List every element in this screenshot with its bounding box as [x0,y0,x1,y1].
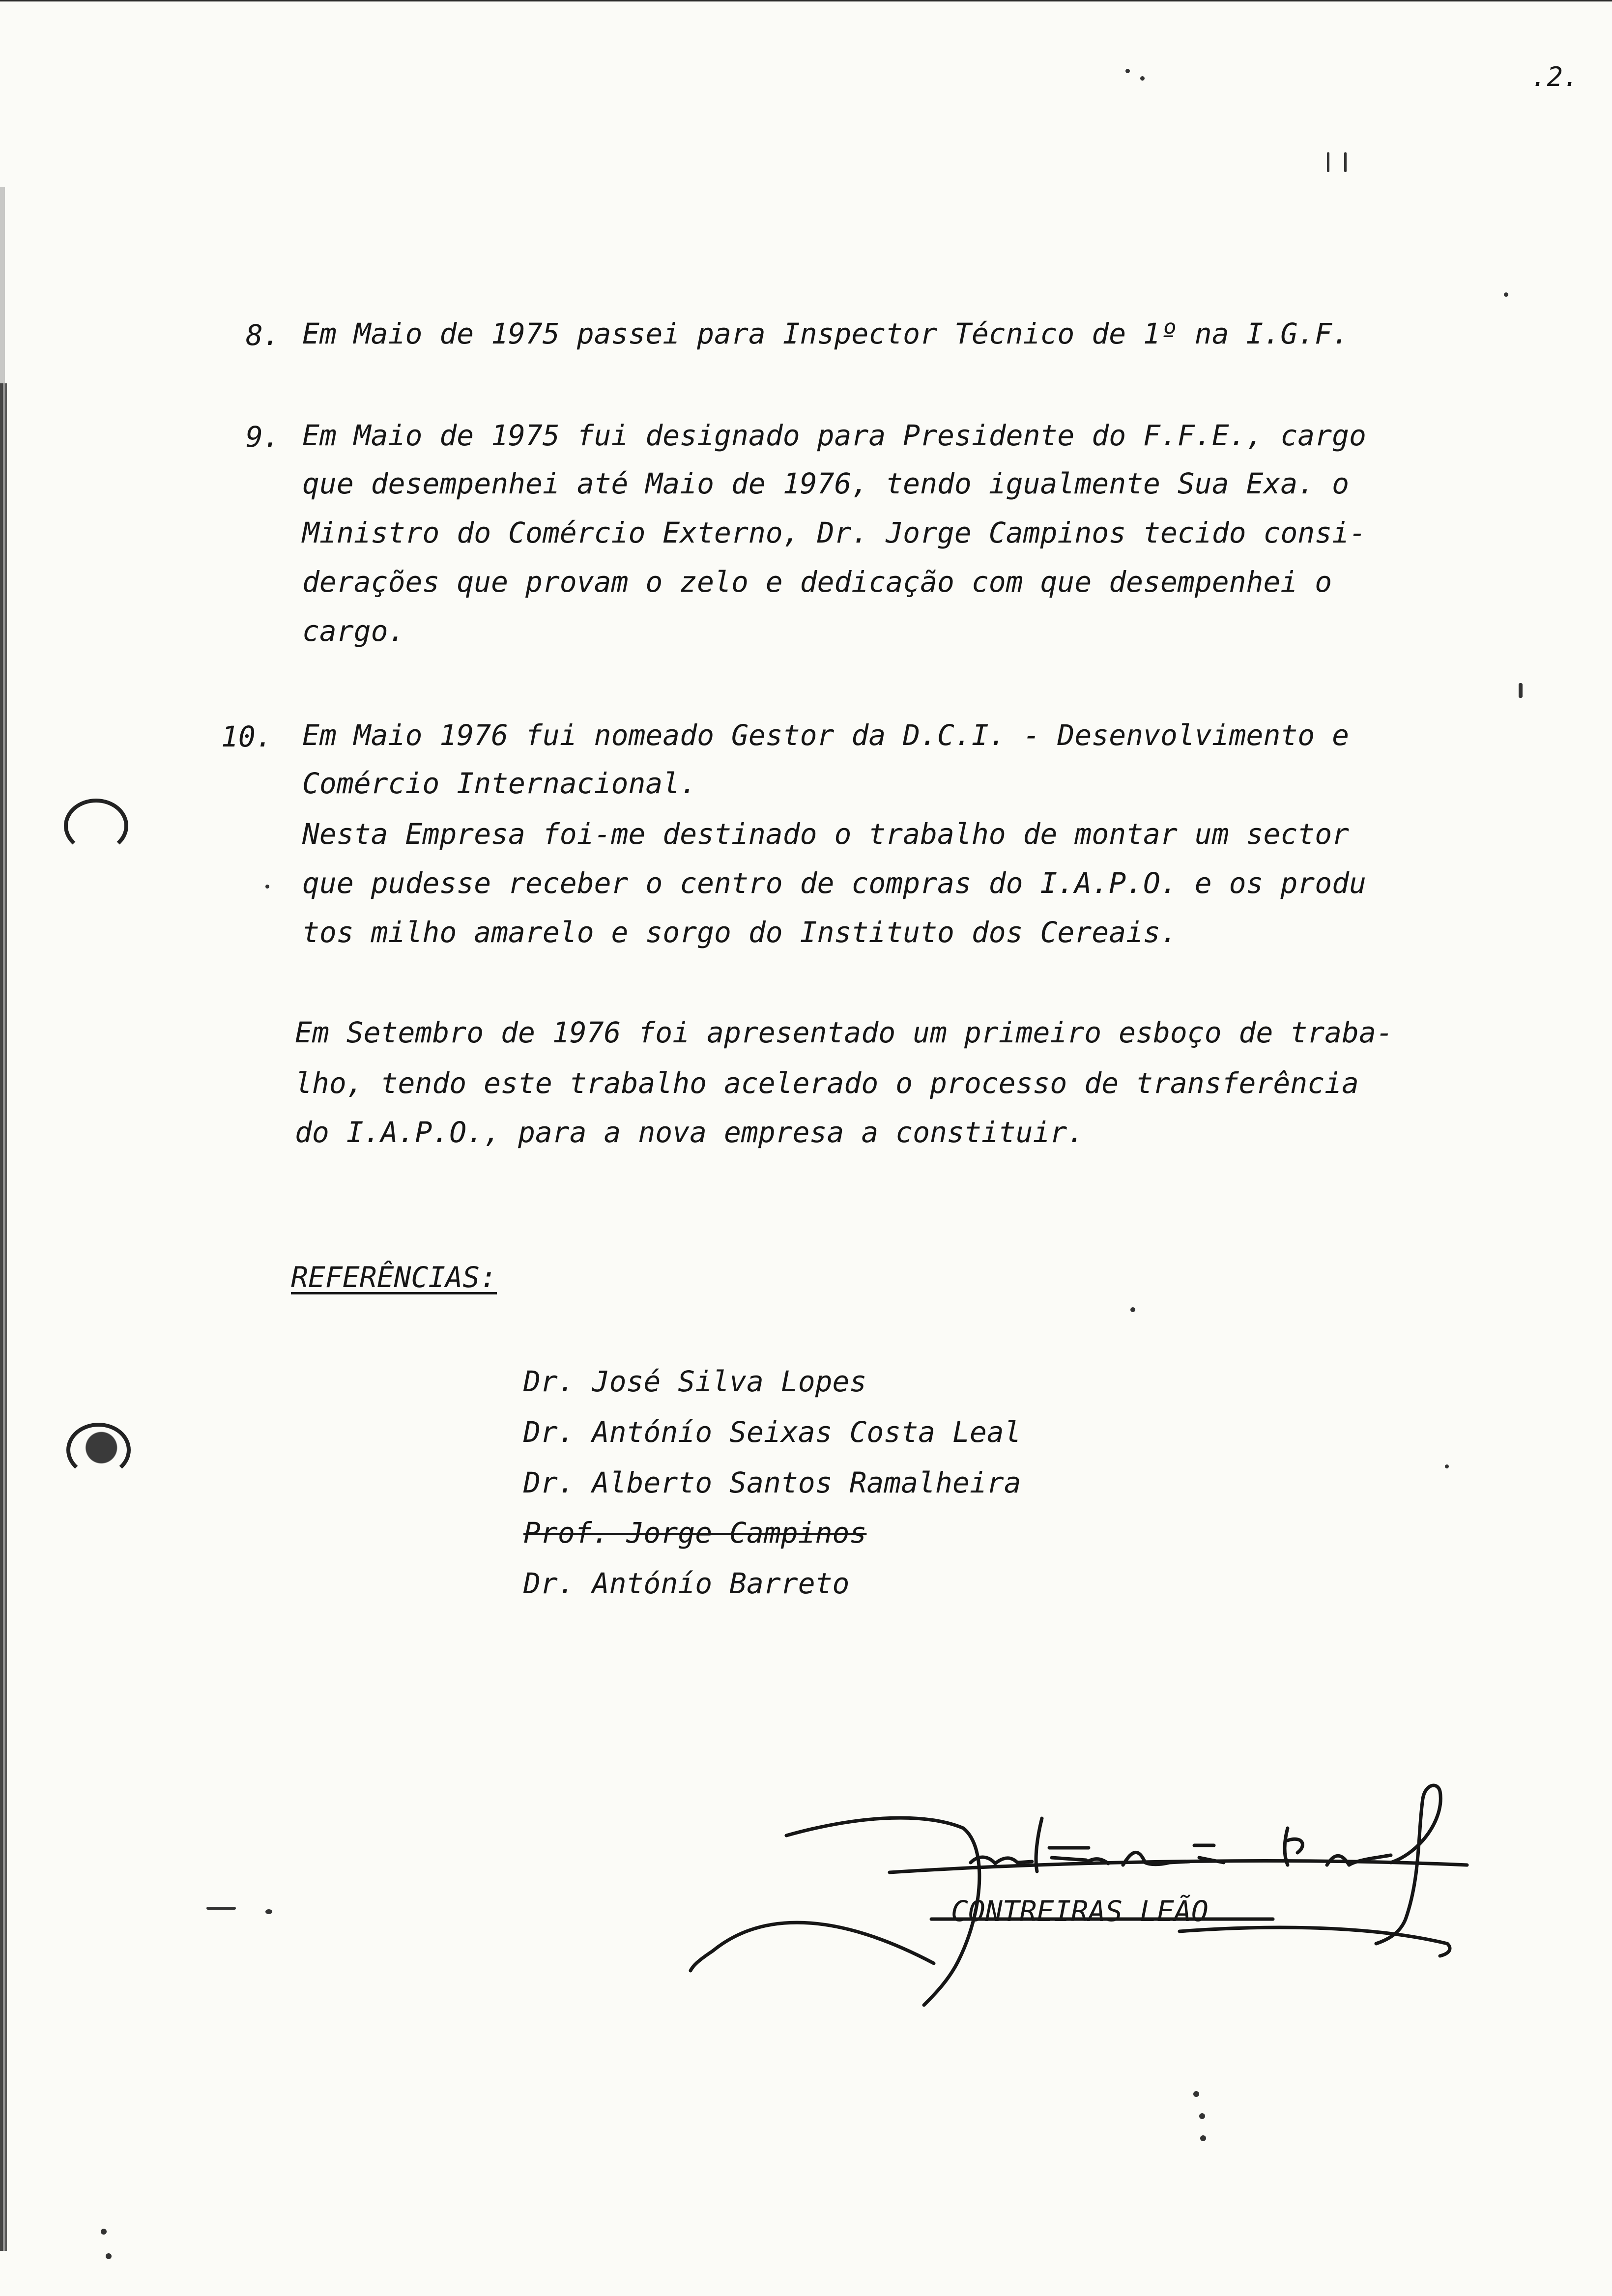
item-10-line: Em Maio 1976 fui nomeado Gestor da D.C.I. - Desenvolvimento e [302,718,1350,752]
item-9-line: que desempenhei até Maio de 1976, tendo igualmente Sua Exa. o [302,467,1350,500]
signature-name: CONTREIRAS LEÃO [951,1894,1209,1928]
reference-name-struck: Prof. Jorge Campinos [523,1516,867,1550]
item-10-line: que pudesse receber o centro de compras do I.A.P.O. e os produ [302,866,1366,900]
item-9-line: cargo. [302,614,405,648]
paragraph-line: Em Setembro de 1976 foi apresentado um primeiro esboço de traba- [295,1016,1393,1049]
paragraph-line: do I.A.P.O., para a nova empresa a constituir. [295,1116,1085,1149]
paragraph-line: lho, tendo este trabalho acelerado o processo de transferência [295,1066,1359,1100]
references-heading: REFERÊNCIAS: [291,1261,497,1294]
item-9-line: Em Maio de 1975 fui designado para Presidente do F.F.E., cargo [302,419,1366,452]
item-9-line: derações que provam o zelo e dedicação com que desempenhei o [302,565,1332,599]
reference-name: Dr. José Silva Lopes [523,1365,867,1398]
reference-name: Dr. Antónío Barreto [523,1567,850,1600]
item-9-line: Ministro do Comércio Externo, Dr. Jorge Campinos tecido consi- [302,516,1366,549]
item-8-line: Em Maio de 1975 passei para Inspector Técnico de 1º na I.G.F. [302,317,1350,350]
item-10-line: tos milho amarelo e sorgo do Instituto dos Cereais. [302,916,1178,949]
item-10-line: Comércio Internacional. [302,767,697,800]
item-10-line: Nesta Empresa foi-me destinado o trabalho de montar um sector [302,817,1350,851]
item-number-10: 10. [221,720,273,753]
item-number-9: 9. [246,420,280,454]
page-number: .2. [1531,61,1579,92]
item-number-8: 8. [246,318,280,352]
reference-name: Dr. Antónío Seixas Costa Leal [523,1415,1021,1449]
reference-name: Dr. Alberto Santos Ramalheira [523,1466,1021,1499]
